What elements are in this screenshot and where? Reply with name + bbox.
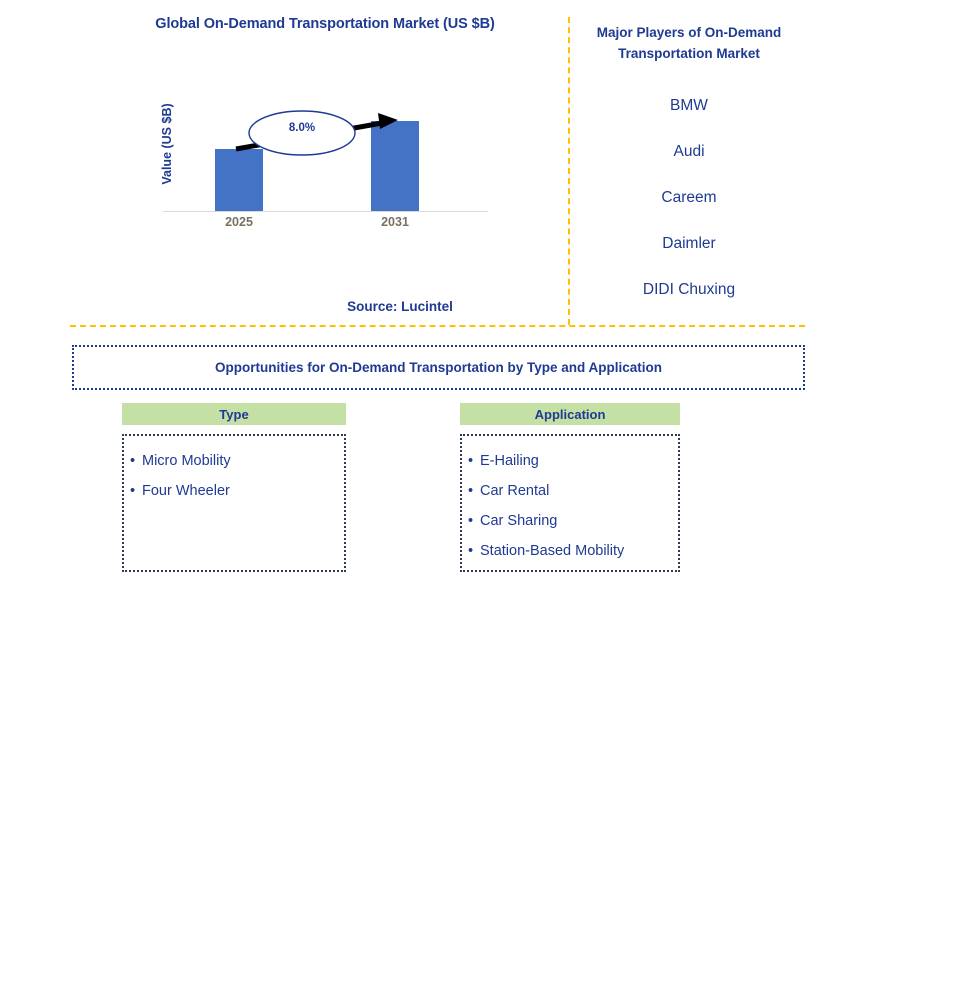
segment-header-application: Application	[460, 403, 680, 425]
bullet-icon: •	[130, 483, 136, 499]
player-item: BMW	[670, 97, 708, 114]
opportunities-banner	[72, 345, 805, 390]
list-item-label: Car Sharing	[480, 513, 558, 529]
cagr-value-label: 8.0%	[288, 122, 316, 134]
player-item: Audi	[673, 143, 705, 160]
chart-title: Global On-Demand Transportation Market (US $B)	[155, 16, 495, 32]
player-item: Daimler	[662, 235, 716, 252]
x-tick-2025: 2025	[225, 215, 253, 229]
players-panel-title: Major Players of On-Demand Transportation Market	[596, 25, 782, 61]
panel-divider-horizontal	[70, 325, 805, 327]
bullet-icon: •	[468, 513, 474, 529]
list-item-label: Station-Based Mobility	[480, 543, 625, 559]
list-item-label: E-Hailing	[480, 453, 539, 469]
bullet-icon: •	[130, 453, 136, 469]
bullet-icon: •	[468, 483, 474, 499]
list-item-label: Micro Mobility	[142, 453, 231, 469]
bar-chart	[150, 95, 490, 240]
panel-divider-vertical	[568, 17, 570, 325]
opportunities-banner-title: Opportunities for On-Demand Transportation by Type and Application	[214, 360, 663, 375]
cagr-arrow-icon	[150, 95, 490, 240]
list-item-label: Car Rental	[480, 483, 550, 499]
y-axis-label: Value (US $B)	[160, 103, 174, 185]
segment-list-type	[122, 434, 346, 572]
source-label: Source: Lucintel	[347, 299, 453, 314]
players-list	[578, 92, 800, 322]
list-item	[468, 536, 678, 566]
bullet-icon: •	[468, 453, 474, 469]
list-item	[130, 476, 344, 506]
list-item-label: Four Wheeler	[142, 483, 230, 499]
segment-list-application	[460, 434, 680, 572]
player-item: DIDI Chuxing	[642, 281, 736, 298]
list-item	[468, 506, 678, 536]
player-item: Careem	[661, 189, 717, 206]
segment-header-type: Type	[122, 403, 346, 425]
list-item	[130, 446, 344, 476]
list-item	[468, 446, 678, 476]
x-tick-2031: 2031	[381, 215, 409, 229]
bullet-icon: •	[468, 543, 474, 559]
list-item	[468, 476, 678, 506]
